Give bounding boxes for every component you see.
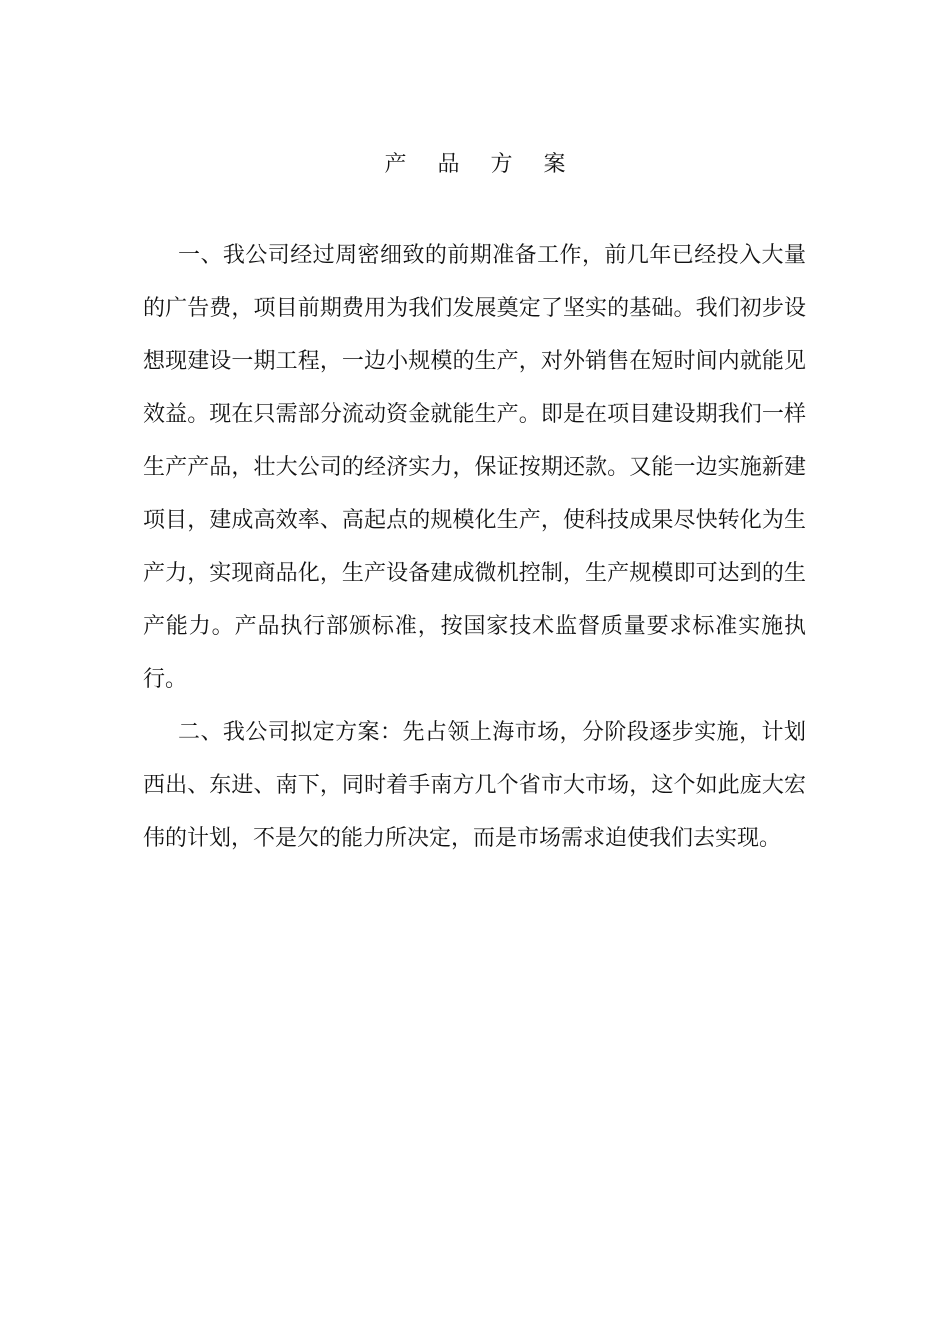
document-body (143, 229, 806, 865)
paragraph-2: 二、我公司拟定方案：先占领上海市场，分阶段逐步实施，计划西出、东进、南下，同时着手南方几个省市大市场，这个如此庞大宏伟的计划，不是欠的能力所决定，而是市场需求迫使我们去实现。 (143, 720, 806, 851)
paragraph-1: 一、我公司经过周密细致的前期准备工作，前几年已经投入大量的广告费，项目前期费用为我们发展奠定了坚实的基础。我们初步设想现建设一期工程，一边小规模的生产，对外销售在短时间内就能见效益。现在只需部分流动资金就能生产。即是在项目建设期我们一样生产产品，壮大公司的经济实力，保证按期还款。又能一边实施新建项目，建成高效率、高起点的规模化生产，使科技成果尽快转化为生产力，实现商品化，生产设备建成微机控制，生产规模即可达到的生产能力。产品执行部颁标准，按国家技术监督质量要求标准实施执行。 (143, 243, 806, 692)
document-title: 产 品 方 案 (384, 152, 578, 177)
